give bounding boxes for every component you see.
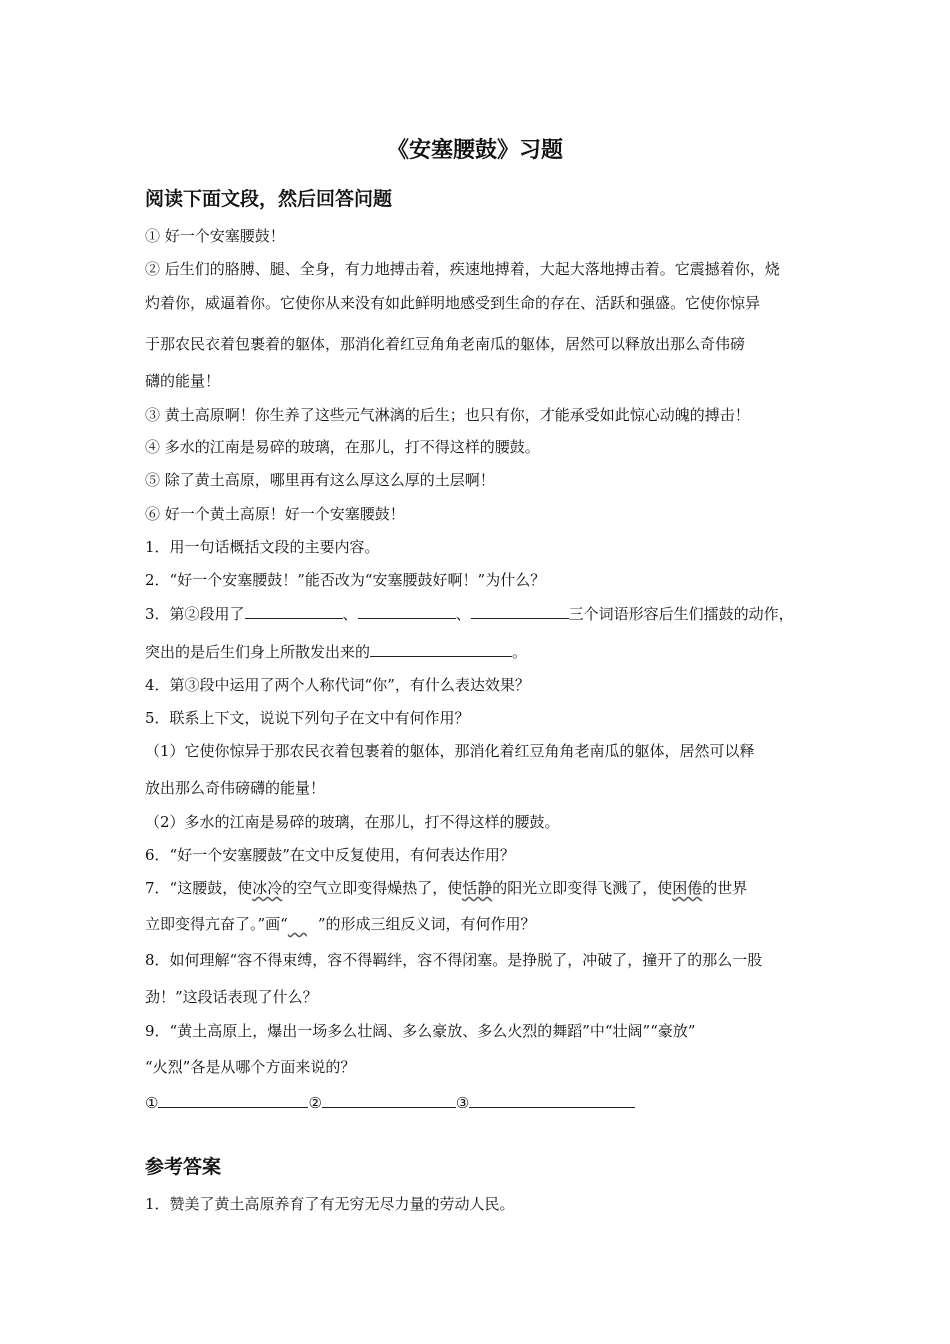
question-9-line-1: 9．“黄土高原上，爆出一场多么壮阔、多么豪放、多么火烈的舞蹈”中“壮阔”“豪放”: [145, 1022, 696, 1040]
passage-paragraph-2-line-4: 礴的能量！: [145, 372, 221, 390]
question-3-suffix: 三个词语形容后生们擂鼓的动作，: [568, 605, 794, 623]
answer-blank[interactable]: [358, 603, 456, 619]
question-5: 5．联系上下文，说说下列句子在文中有何作用？: [145, 709, 470, 727]
answer-1: 1．赞美了黄土高原养育了有无穷无尽力量的劳动人民。: [145, 1195, 515, 1213]
question-4: 4．第③段中运用了两个人称代词“你”，有什么表达效果？: [145, 676, 530, 694]
question-9-line-2: “火烈”各是从哪个方面来说的？: [145, 1058, 356, 1076]
passage-paragraph-1: ① 好一个安塞腰鼓！: [145, 227, 285, 245]
marked-word: 恬静: [462, 879, 493, 897]
answer-blank[interactable]: [322, 1092, 456, 1108]
question-7-text: 的世界: [702, 879, 748, 897]
question-7-text: ”的形成三组反义词，有何作用？: [317, 915, 536, 933]
separator: 、: [342, 605, 358, 623]
question-3-line-2: [145, 641, 527, 662]
question-3-line-1: [145, 603, 794, 624]
question-2: 2．“好一个安塞腰鼓！”能否改为“安塞腰鼓好啊！”为什么？: [145, 571, 546, 589]
question-7-text: 的阳光立即变得飞溅了，使: [492, 879, 673, 897]
marked-word: 困倦: [672, 879, 703, 897]
answer-marker: ②: [308, 1094, 322, 1112]
question-8-line-2: 劲！”这段话表现了什么？: [145, 988, 318, 1006]
passage-paragraph-2-line-3: 于那农民衣着包裹着的躯体，那消化着红豆角角老南瓜的躯体，居然可以释放出那么奇伟磅: [145, 335, 746, 353]
separator: 、: [455, 605, 471, 623]
question-7-line-2: [145, 914, 536, 934]
answer-blank[interactable]: [471, 603, 569, 619]
passage-paragraph-2-line-2: 灼着你，威逼着你。它使你从来没有如此鲜明地感受到生命的存在、活跃和强盛。它使你惊异: [145, 294, 761, 312]
question-7-line-1: [145, 878, 747, 898]
question-7-text: 7．“这腰鼓，使: [145, 879, 253, 897]
passage-paragraph-2-line-1: ② 后生们的胳膊、腿、全身，有力地搏击着，疾速地搏着，大起大落地搏击着。它震撼着你，烧: [145, 260, 780, 278]
passage-paragraph-4: ④ 多水的江南是易碎的玻璃，在那儿，打不得这样的腰鼓。: [145, 438, 540, 456]
section-heading: 阅读下面文段，然后回答问题: [145, 188, 393, 210]
document-title: 《安塞腰鼓》习题: [386, 138, 563, 163]
question-8-line-1: 8．如何理解“容不得束缚，容不得羁绊，容不得闭塞。是挣脱了，冲破了，撞开了的那么一股: [145, 951, 763, 969]
wavy-mark-sample: [288, 914, 318, 934]
answer-blank[interactable]: [469, 1092, 635, 1108]
question-3-prefix: 3．第②段用了: [145, 605, 245, 623]
question-3-continuation: 突出的是后生们身上所散发出来的: [145, 643, 371, 661]
question-7-text: 的空气立即变得燥热了，使: [282, 879, 463, 897]
question-9-answers: [145, 1092, 635, 1113]
answer-blank[interactable]: [370, 641, 512, 657]
passage-paragraph-5: ⑤ 除了黄土高原，哪里再有这么厚这么厚的土层啊！: [145, 471, 495, 489]
question-5-item-1-line-1: （1）它使你惊异于那农民衣着包裹着的躯体，那消化着红豆角角老南瓜的躯体，居然可以释: [145, 742, 755, 760]
passage-paragraph-6: ⑥ 好一个黄土高原！好一个安塞腰鼓！: [145, 505, 405, 523]
period: 。: [512, 643, 528, 661]
passage-paragraph-3: ③ 黄土高原啊！你生养了这些元气淋漓的后生；也只有你，才能承受如此惊心动魄的搏击！: [145, 406, 750, 424]
question-6: 6．“好一个安塞腰鼓”在文中反复使用，有何表达作用？: [145, 846, 515, 864]
answer-marker: ①: [145, 1094, 159, 1112]
answer-blank[interactable]: [245, 603, 343, 619]
question-5-item-2: （2）多水的江南是易碎的玻璃，在那儿，打不得这样的腰鼓。: [145, 813, 560, 831]
question-7-text: 立即变得亢奋了。”画“: [145, 915, 288, 933]
answers-heading: 参考答案: [145, 1156, 222, 1178]
answer-marker: ③: [455, 1094, 470, 1112]
marked-word: 冰冷: [252, 879, 283, 897]
question-1: 1．用一句话概括文段的主要内容。: [145, 538, 380, 556]
question-5-item-1-line-2: 放出那么奇伟磅礴的能量！: [145, 779, 326, 797]
answer-blank[interactable]: [158, 1092, 308, 1108]
